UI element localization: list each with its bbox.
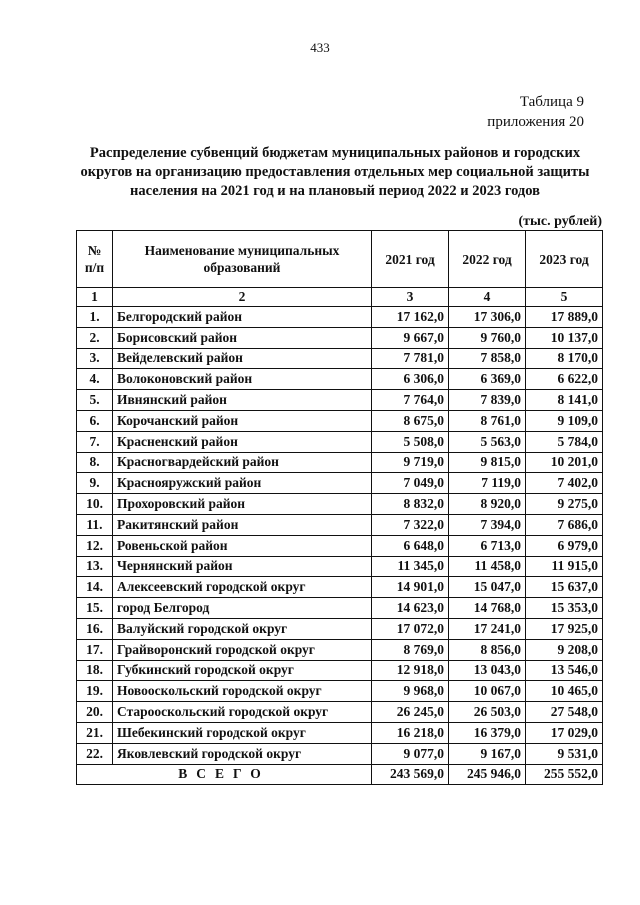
table-row (77, 702, 603, 723)
row-number: 12. (77, 535, 113, 556)
row-number: 3. (77, 348, 113, 369)
value-2021: 9 077,0 (372, 743, 449, 764)
value-2021: 5 508,0 (372, 431, 449, 452)
table-row (77, 722, 603, 743)
row-number: 11. (77, 514, 113, 535)
header-2021: 2021 год (372, 231, 449, 288)
value-2022: 16 379,0 (449, 722, 526, 743)
value-2023: 9 531,0 (526, 743, 603, 764)
row-number: 22. (77, 743, 113, 764)
municipality-name: Белгородский район (113, 307, 372, 328)
municipality-name: Яковлевский городской округ (113, 743, 372, 764)
value-2023: 10 137,0 (526, 327, 603, 348)
value-2021: 17 072,0 (372, 618, 449, 639)
table-caption (487, 92, 584, 132)
table-row (77, 494, 603, 515)
row-number: 2. (77, 327, 113, 348)
row-number: 1. (77, 307, 113, 328)
municipality-name: Вейделевский район (113, 348, 372, 369)
header-2022: 2022 год (449, 231, 526, 288)
table-row (77, 410, 603, 431)
table-row (77, 598, 603, 619)
municipality-name: Валуйский городской округ (113, 618, 372, 639)
row-number: 7. (77, 431, 113, 452)
value-2022: 7 119,0 (449, 473, 526, 494)
table-row (77, 390, 603, 411)
value-2021: 26 245,0 (372, 702, 449, 723)
value-2021: 6 306,0 (372, 369, 449, 390)
value-2021: 16 218,0 (372, 722, 449, 743)
municipality-name: Волоконовский район (113, 369, 372, 390)
municipality-name: Старооскольский городской округ (113, 702, 372, 723)
value-2023: 7 686,0 (526, 514, 603, 535)
value-2021: 14 623,0 (372, 598, 449, 619)
value-2022: 5 563,0 (449, 431, 526, 452)
table-caption-line-2: приложения 20 (487, 114, 584, 130)
value-2022: 17 241,0 (449, 618, 526, 639)
table-row (77, 639, 603, 660)
value-2022: 9 815,0 (449, 452, 526, 473)
row-number: 9. (77, 473, 113, 494)
table-caption-line-1: Таблица 9 (519, 94, 584, 110)
value-2021: 9 968,0 (372, 681, 449, 702)
table-row (77, 452, 603, 473)
value-2023: 15 353,0 (526, 598, 603, 619)
total-2022: 245 946,0 (449, 764, 526, 785)
value-2023: 9 109,0 (526, 410, 603, 431)
row-number: 20. (77, 702, 113, 723)
municipality-name: Губкинский городской округ (113, 660, 372, 681)
value-2022: 8 761,0 (449, 410, 526, 431)
column-number: 2 (113, 288, 372, 307)
municipality-name: Прохоровский район (113, 494, 372, 515)
row-number: 21. (77, 722, 113, 743)
municipality-name: Борисовский район (113, 327, 372, 348)
value-2022: 10 067,0 (449, 681, 526, 702)
municipality-name: Красногвардейский район (113, 452, 372, 473)
table-row (77, 681, 603, 702)
table-row (77, 348, 603, 369)
value-2023: 7 402,0 (526, 473, 603, 494)
value-2022: 8 856,0 (449, 639, 526, 660)
municipality-name: Ивнянский район (113, 390, 372, 411)
value-2021: 7 781,0 (372, 348, 449, 369)
value-2022: 7 839,0 (449, 390, 526, 411)
table-header-row (77, 231, 603, 288)
value-2023: 8 141,0 (526, 390, 603, 411)
value-2021: 9 719,0 (372, 452, 449, 473)
row-number: 4. (77, 369, 113, 390)
value-2022: 9 760,0 (449, 327, 526, 348)
value-2022: 26 503,0 (449, 702, 526, 723)
value-2022: 15 047,0 (449, 577, 526, 598)
row-number: 16. (77, 618, 113, 639)
row-number: 14. (77, 577, 113, 598)
value-2023: 6 622,0 (526, 369, 603, 390)
row-number: 13. (77, 556, 113, 577)
value-2021: 8 769,0 (372, 639, 449, 660)
municipality-name: Новооскольский городской округ (113, 681, 372, 702)
table-body (77, 288, 603, 765)
municipality-name: Алексеевский городской округ (113, 577, 372, 598)
document-title: Распределение субвенций бюджетам муниципальных районов и городских округов на организацию предоставления отдельных мер социальной защиты населения на 2021 год и на плановый период 2022 и 2023 годов (80, 145, 590, 199)
municipality-name: Грайворонский городской округ (113, 639, 372, 660)
row-number: 17. (77, 639, 113, 660)
row-number: 5. (77, 390, 113, 411)
table-row (77, 369, 603, 390)
value-2021: 12 918,0 (372, 660, 449, 681)
value-2023: 6 979,0 (526, 535, 603, 556)
municipality-name: Корочанский район (113, 410, 372, 431)
municipality-name: Шебекинский городской округ (113, 722, 372, 743)
row-number: 8. (77, 452, 113, 473)
municipality-name: Красненский район (113, 431, 372, 452)
column-number: 5 (526, 288, 603, 307)
value-2021: 14 901,0 (372, 577, 449, 598)
table-row (77, 743, 603, 764)
municipality-name: город Белгород (113, 598, 372, 619)
value-2023: 5 784,0 (526, 431, 603, 452)
value-2023: 27 548,0 (526, 702, 603, 723)
value-2023: 9 275,0 (526, 494, 603, 515)
row-number: 18. (77, 660, 113, 681)
value-2023: 11 915,0 (526, 556, 603, 577)
table-row (77, 514, 603, 535)
municipality-name: Чернянский район (113, 556, 372, 577)
value-2022: 17 306,0 (449, 307, 526, 328)
table-row (77, 431, 603, 452)
total-row (77, 764, 603, 785)
value-2021: 6 648,0 (372, 535, 449, 556)
table-row (77, 556, 603, 577)
municipality-name: Ровеньской район (113, 535, 372, 556)
value-2022: 8 920,0 (449, 494, 526, 515)
total-2021: 243 569,0 (372, 764, 449, 785)
table-row (77, 535, 603, 556)
header-num: № п/п (77, 231, 113, 288)
row-number: 6. (77, 410, 113, 431)
value-2023: 17 029,0 (526, 722, 603, 743)
total-2023: 255 552,0 (526, 764, 603, 785)
units-note: (тыс. рублей) (518, 214, 602, 229)
value-2022: 11 458,0 (449, 556, 526, 577)
value-2022: 6 369,0 (449, 369, 526, 390)
header-name: Наименование муниципальных образований (113, 231, 372, 288)
row-number: 15. (77, 598, 113, 619)
value-2023: 8 170,0 (526, 348, 603, 369)
header-2023: 2023 год (526, 231, 603, 288)
value-2021: 7 049,0 (372, 473, 449, 494)
table-row (77, 577, 603, 598)
value-2021: 8 832,0 (372, 494, 449, 515)
page-number: 433 (310, 40, 330, 55)
row-number: 10. (77, 494, 113, 515)
value-2022: 14 768,0 (449, 598, 526, 619)
value-2023: 17 925,0 (526, 618, 603, 639)
value-2023: 13 546,0 (526, 660, 603, 681)
table-row (77, 660, 603, 681)
value-2022: 7 394,0 (449, 514, 526, 535)
subsidy-table (76, 230, 603, 785)
value-2022: 7 858,0 (449, 348, 526, 369)
table-row (77, 307, 603, 328)
total-label: ВСЕГО (77, 764, 372, 785)
table-row (77, 618, 603, 639)
column-number-row (77, 288, 603, 307)
table-row (77, 473, 603, 494)
value-2021: 8 675,0 (372, 410, 449, 431)
column-number: 1 (77, 288, 113, 307)
value-2022: 6 713,0 (449, 535, 526, 556)
value-2023: 9 208,0 (526, 639, 603, 660)
value-2021: 7 764,0 (372, 390, 449, 411)
value-2021: 7 322,0 (372, 514, 449, 535)
column-number: 3 (372, 288, 449, 307)
value-2023: 17 889,0 (526, 307, 603, 328)
row-number: 19. (77, 681, 113, 702)
value-2023: 15 637,0 (526, 577, 603, 598)
value-2023: 10 465,0 (526, 681, 603, 702)
value-2021: 11 345,0 (372, 556, 449, 577)
column-number: 4 (449, 288, 526, 307)
value-2022: 13 043,0 (449, 660, 526, 681)
value-2022: 9 167,0 (449, 743, 526, 764)
value-2021: 17 162,0 (372, 307, 449, 328)
municipality-name: Краснояружский район (113, 473, 372, 494)
table-row (77, 327, 603, 348)
value-2021: 9 667,0 (372, 327, 449, 348)
municipality-name: Ракитянский район (113, 514, 372, 535)
value-2023: 10 201,0 (526, 452, 603, 473)
